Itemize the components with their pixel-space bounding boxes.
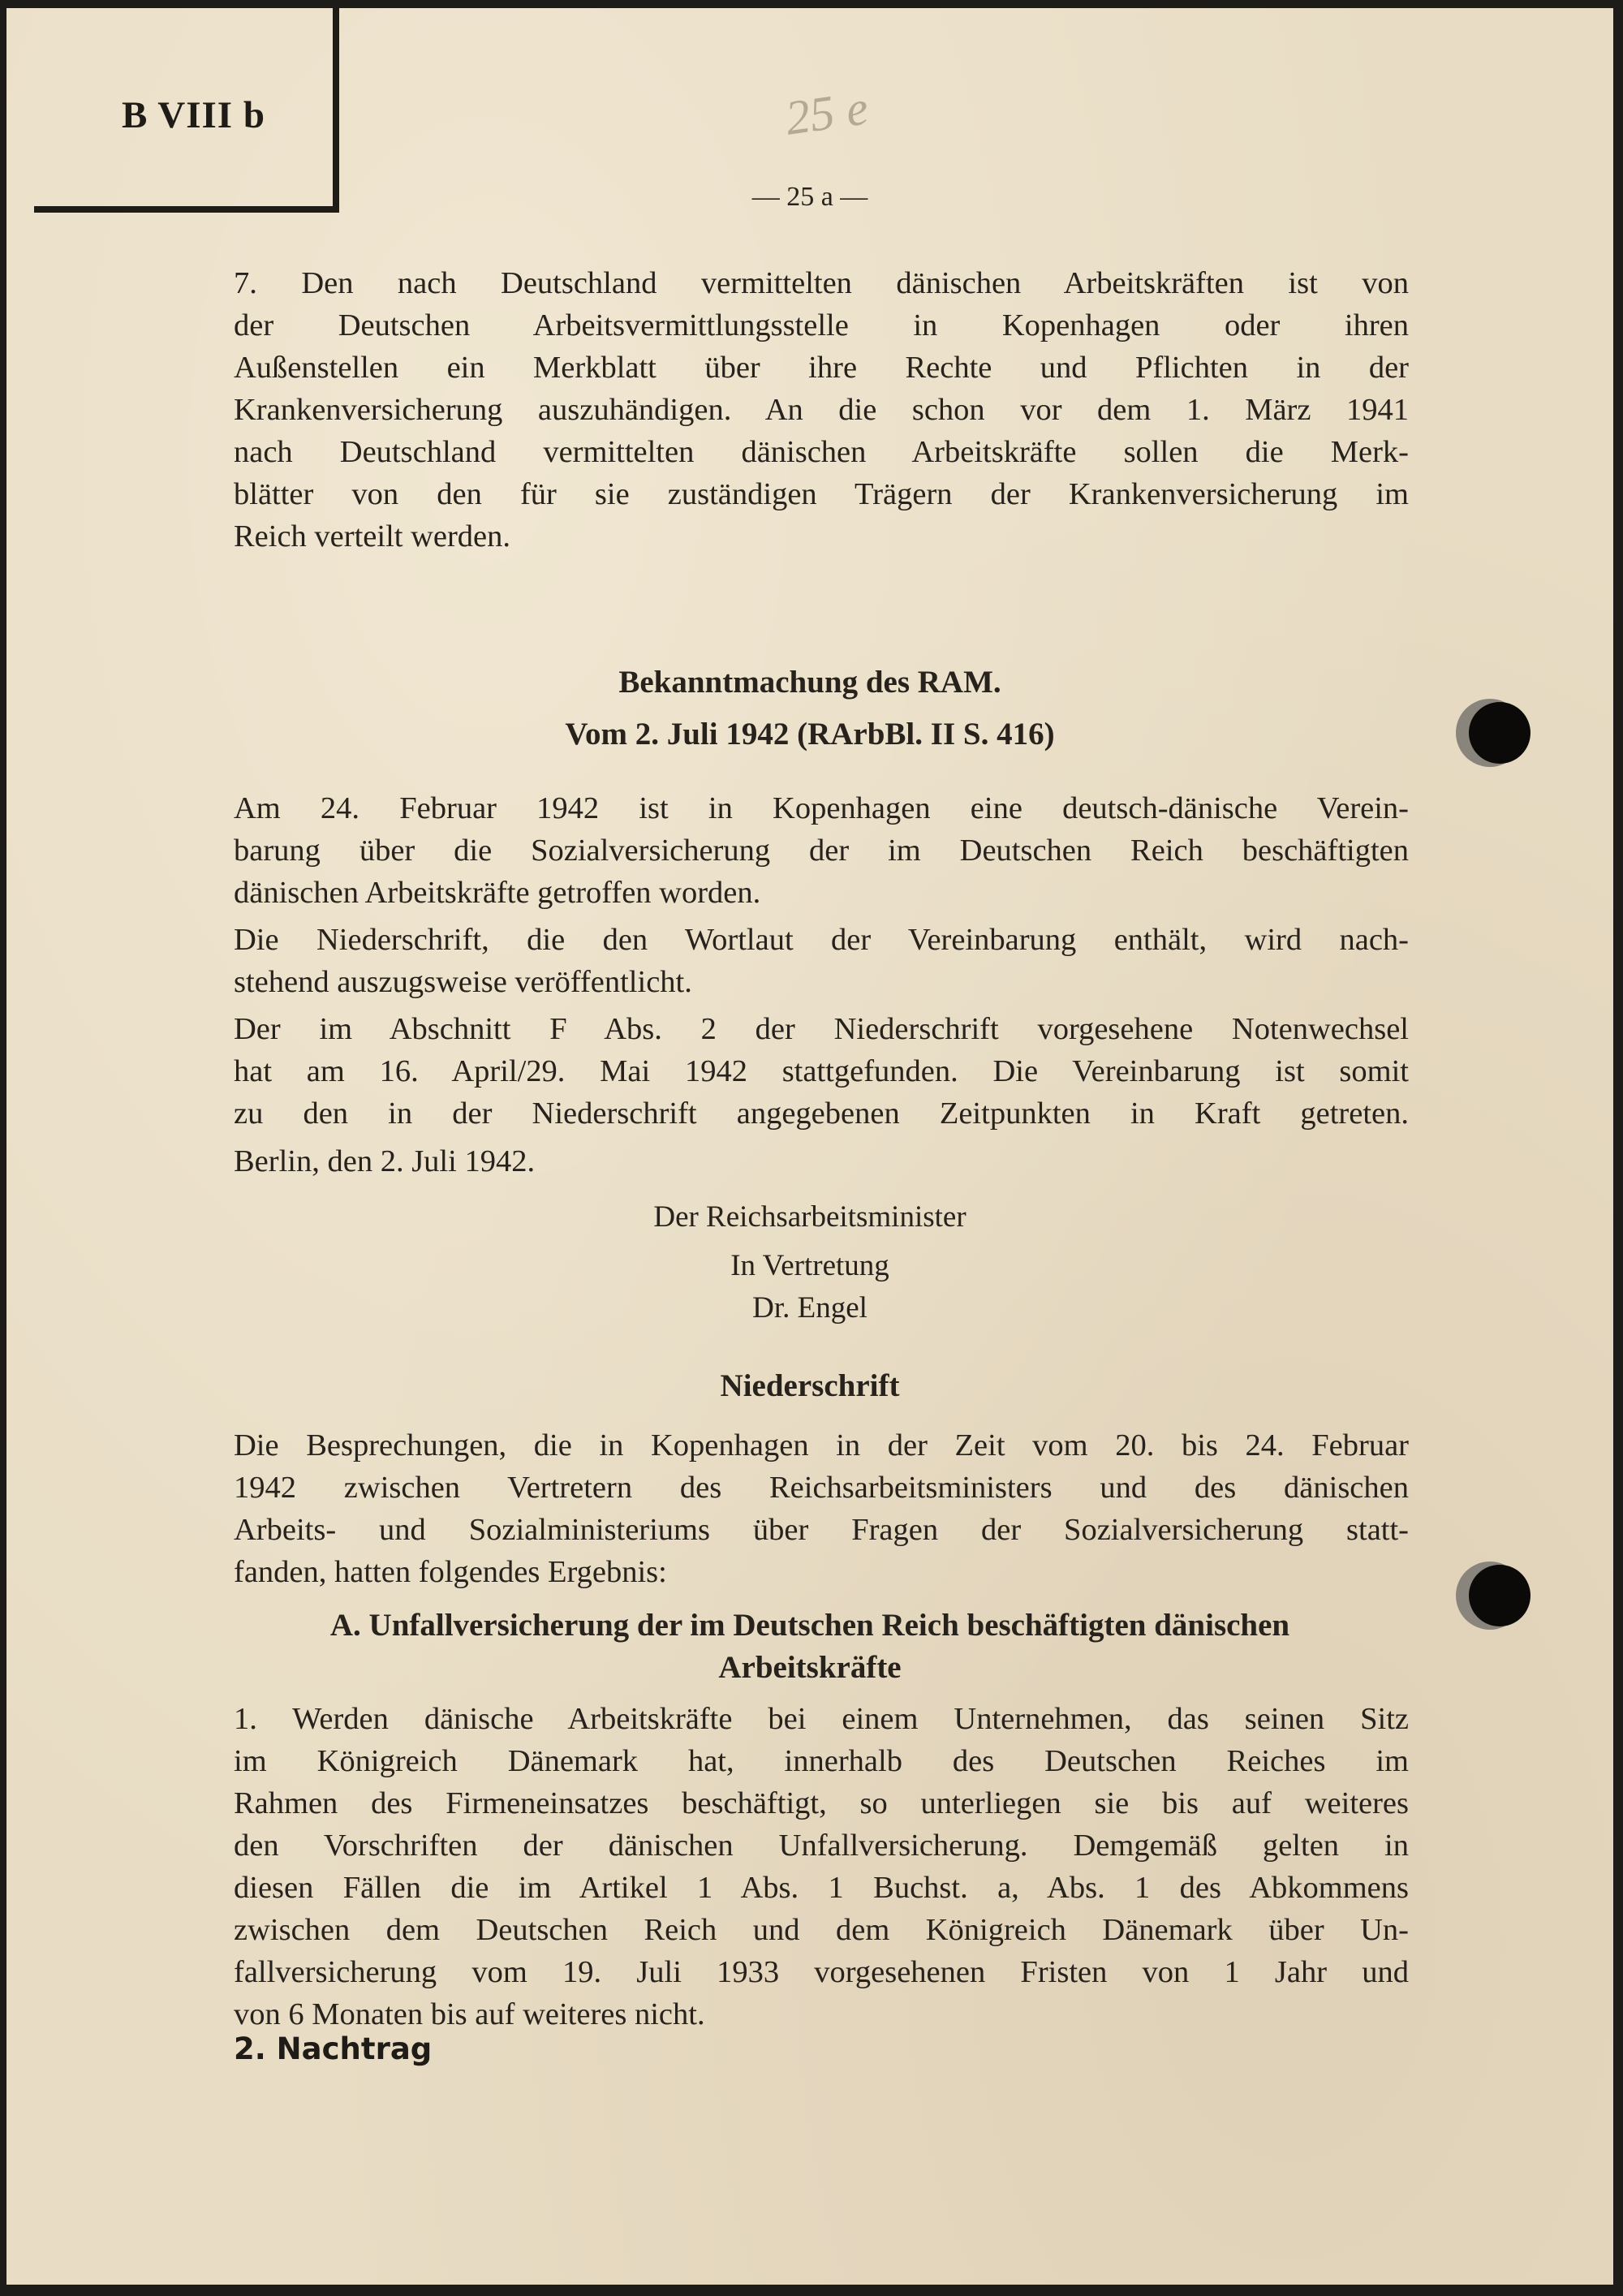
text-line: nach Deutschland vermittelten dänischen Arbeitskräfte sollen die Merk- bbox=[234, 435, 1409, 469]
text-line: zwischen dem Deutschen Reich und dem Königreich Dänemark über Un- bbox=[234, 1913, 1409, 1947]
text-line: von 6 Monaten bis auf weiteres nicht. bbox=[234, 1997, 705, 2031]
text-line: 1. Werden dänische Arbeitskräfte bei einem Unternehmen, das seinen Sitz bbox=[234, 1702, 1409, 1736]
text-line: Am 24. Februar 1942 ist in Kopenhagen eine deutsch-dänische Verein- bbox=[234, 791, 1409, 825]
text-line: Außenstellen ein Merkblatt über ihre Rechte und Pflichten in der bbox=[234, 351, 1409, 385]
text-line: zu den in der Niederschrift angegebenen Zeitpunkten in Kraft getreten. bbox=[234, 1096, 1409, 1131]
section-a-title-continued: Arbeitskräfte bbox=[718, 1650, 902, 1685]
announcement-paragraph-2 bbox=[234, 919, 1409, 1003]
text-line: dänischen Arbeitskräfte getroffen worden. bbox=[234, 876, 761, 910]
document-page bbox=[6, 8, 1613, 2285]
pencil-page-annotation: 25 e bbox=[781, 80, 872, 145]
announcement-title: Bekanntmachung des RAM. bbox=[618, 665, 1001, 700]
text-line: Berlin, den 2. Juli 1942. bbox=[234, 1144, 536, 1178]
text-line: Die Niederschrift, die den Wortlaut der Vereinbarung enthält, wird nach- bbox=[234, 923, 1409, 957]
document-section-label: B VIII b bbox=[122, 94, 265, 136]
announcement-paragraph-1 bbox=[234, 787, 1409, 914]
announcement-subtitle-text: Vom 2. Juli 1942 (RArbBl. II S. 416) bbox=[565, 717, 1055, 752]
text-line: Der im Abschnitt F Abs. 2 der Niederschrift vorgesehene Notenwechsel bbox=[234, 1012, 1409, 1046]
text-line: den Vorschriften der dänischen Unfallversicherung. Demgemäß gelten in bbox=[234, 1829, 1409, 1863]
intro-paragraph bbox=[234, 262, 1409, 558]
text-line: fanden, hatten folgendes Ergebnis: bbox=[234, 1555, 667, 1589]
text-line: Krankenversicherung auszuhändigen. An die schon vor dem 1. März 1941 bbox=[234, 393, 1409, 427]
text-line: Die Besprechungen, die in Kopenhagen in der Zeit vom 20. bis 24. Februar bbox=[234, 1428, 1409, 1462]
text-line: der Deutschen Arbeitsvermittlungsstelle in Kopenhagen oder ihren bbox=[234, 308, 1409, 342]
signature-name: Dr. Engel bbox=[752, 1291, 867, 1325]
supplement-stamp: 2. Nachtrag bbox=[234, 2031, 433, 2066]
text-line: barung über die Sozialversicherung der im Deutschen Reich beschäftigten bbox=[234, 834, 1409, 868]
text-line: stehend auszugsweise veröffentlicht. bbox=[234, 965, 692, 999]
date-line bbox=[234, 1140, 1409, 1182]
text-line: fallversicherung vom 19. Juli 1933 vorgesehenen Fristen von 1 Jahr und bbox=[234, 1955, 1409, 1989]
text-line: 1942 zwischen Vertretern des Reichsarbeitsministers und des dänischen bbox=[234, 1471, 1409, 1505]
text-line: Reich verteilt werden. bbox=[234, 519, 511, 554]
announcement-subtitle bbox=[6, 716, 1613, 752]
announcement-paragraph-3 bbox=[234, 1008, 1409, 1135]
text-line: hat am 16. April/29. Mai 1942 stattgefunden. Die Vereinbarung ist somit bbox=[234, 1054, 1409, 1088]
text-line: blätter von den für sie zuständigen Trägern der Krankenversicherung im bbox=[234, 477, 1409, 511]
punch-hole-bottom bbox=[1469, 1565, 1530, 1626]
text-line: diesen Fällen die im Artikel 1 Abs. 1 Buchst. a, Abs. 1 des Abkommens bbox=[234, 1871, 1409, 1905]
signature-title: Der Reichsarbeitsminister bbox=[653, 1200, 966, 1234]
text-line: 7. Den nach Deutschland vermittelten dänischen Arbeitskräften ist von bbox=[234, 266, 1409, 300]
text-line: im Königreich Dänemark hat, innerhalb des Deutschen Reiches im bbox=[234, 1744, 1409, 1778]
text-line: Arbeits- und Sozialministeriums über Fragen der Sozialversicherung statt- bbox=[234, 1513, 1409, 1547]
text-line: Rahmen des Firmeneinsatzes beschäftigt, so unterliegen sie bis auf weiteres bbox=[234, 1786, 1409, 1820]
signature-role: In Vertretung bbox=[730, 1249, 889, 1282]
punch-hole-top bbox=[1469, 702, 1530, 764]
minutes-title: Niederschrift bbox=[720, 1368, 900, 1403]
section-a-title: A. Unfallversicherung der im Deutschen Reich beschäftigten dänischen bbox=[329, 1608, 1290, 1643]
minutes-intro bbox=[234, 1424, 1409, 1593]
page-number: — 25 a — bbox=[751, 182, 868, 212]
section-a-paragraph bbox=[234, 1698, 1409, 2035]
